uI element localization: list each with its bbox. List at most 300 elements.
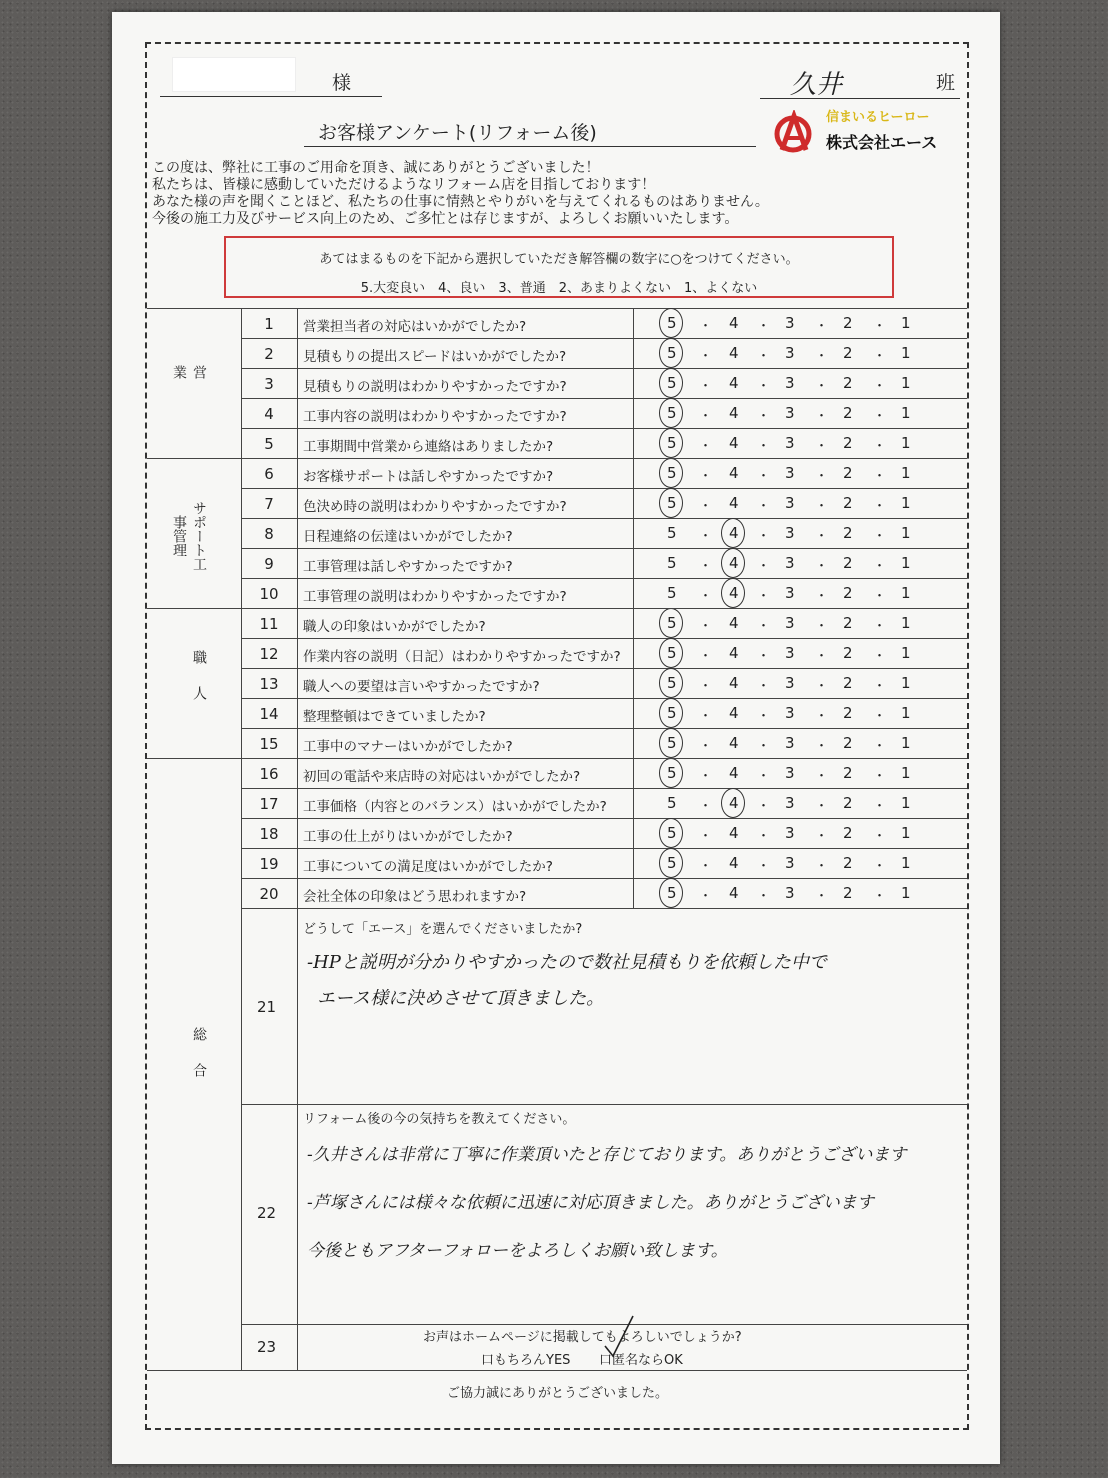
- question-number: 4: [264, 405, 274, 423]
- separator-dot: ・: [815, 709, 829, 724]
- team-line: [760, 98, 960, 99]
- question-number: 14: [259, 705, 279, 723]
- table-row: [147, 818, 967, 848]
- separator-dot: ・: [873, 619, 887, 634]
- answer-circle-mark: [659, 338, 683, 368]
- question-text: お客様サポートは話しやすかったですか?: [303, 469, 554, 485]
- question-number: 3: [264, 375, 274, 393]
- rating-option-2[interactable]: 2: [843, 734, 853, 752]
- separator-dot: ・: [873, 829, 887, 844]
- rating-option-2[interactable]: 2: [843, 524, 853, 542]
- question-number: 17: [259, 795, 279, 813]
- separator-dot: ・: [757, 679, 771, 694]
- rating-option-1[interactable]: 1: [901, 794, 911, 812]
- separator-dot: ・: [873, 529, 887, 544]
- answer-circle-mark: [721, 578, 745, 608]
- customer-suffix: 様: [332, 72, 352, 94]
- rating-option-3[interactable]: 3: [785, 404, 795, 422]
- table-row: [147, 338, 967, 368]
- question-prompt: どうして「エース」を選んでくださいましたか?: [303, 922, 583, 937]
- rating-option-2[interactable]: 2: [843, 584, 853, 602]
- rating-option-4[interactable]: 4: [729, 554, 739, 572]
- rating-option-3[interactable]: 3: [785, 554, 795, 572]
- rating-option-3[interactable]: 3: [785, 644, 795, 662]
- separator-dot: ・: [815, 799, 829, 814]
- rating-option-5[interactable]: 5: [667, 344, 677, 362]
- question-text: 初回の電話や来店時の対応はいかがでしたか?: [303, 769, 581, 785]
- rating-option-2[interactable]: 2: [843, 764, 853, 782]
- rating-option-1[interactable]: 1: [901, 464, 911, 482]
- question-number: 12: [259, 645, 279, 663]
- question-text: 職人の印象はいかがでしたか?: [303, 619, 486, 635]
- table-row: [147, 878, 967, 908]
- rating-option-1[interactable]: 1: [901, 494, 911, 512]
- separator-dot: ・: [873, 709, 887, 724]
- rating-column-border: [633, 308, 634, 908]
- rating-option-5[interactable]: 5: [667, 794, 677, 812]
- rating-option-5[interactable]: 5: [667, 374, 677, 392]
- question-text: 日程連絡の伝達はいかがでしたか?: [303, 529, 513, 545]
- separator-dot: ・: [699, 799, 713, 814]
- publish-option-yes[interactable]: 口もちろんYES: [481, 1353, 571, 1368]
- answer-circle-mark: [659, 698, 683, 728]
- rating-option-4[interactable]: 4: [729, 314, 739, 332]
- category-divider: [147, 758, 967, 759]
- intro-text: [152, 160, 942, 228]
- answer-circle-mark: [659, 848, 683, 878]
- checkmark-icon: [599, 1312, 639, 1362]
- separator-dot: ・: [815, 769, 829, 784]
- rating-option-4[interactable]: 4: [729, 524, 739, 542]
- rating-option-3[interactable]: 3: [785, 614, 795, 632]
- rating-option-3[interactable]: 3: [785, 464, 795, 482]
- rating-option-3[interactable]: 3: [785, 764, 795, 782]
- question-text: 見積もりの説明はわかりやすかったですか?: [303, 379, 567, 395]
- separator-dot: ・: [815, 499, 829, 514]
- rating-option-2[interactable]: 2: [843, 494, 853, 512]
- rating-option-3[interactable]: 3: [785, 734, 795, 752]
- answer-circle-mark: [659, 488, 683, 518]
- rating-option-5[interactable]: 5: [667, 734, 677, 752]
- separator-dot: ・: [757, 559, 771, 574]
- separator-dot: ・: [699, 409, 713, 424]
- rating-option-1[interactable]: 1: [901, 854, 911, 872]
- company-slogan: 信まいるヒーロー: [826, 110, 930, 125]
- question-number: 13: [259, 675, 279, 693]
- rating-option-5[interactable]: 5: [667, 854, 677, 872]
- answer-circle-mark: [659, 398, 683, 428]
- question-text: 工事の仕上がりはいかがでしたか?: [303, 829, 513, 845]
- rating-option-5[interactable]: 5: [667, 704, 677, 722]
- question-text: 工事中のマナーはいかがでしたか?: [303, 739, 513, 755]
- separator-dot: ・: [815, 739, 829, 754]
- answer-circle-mark: [659, 638, 683, 668]
- question-text: 工事管理は話しやすかったですか?: [303, 559, 513, 575]
- table-row: [147, 638, 967, 668]
- rating-option-4[interactable]: 4: [729, 434, 739, 452]
- table-row: [147, 458, 967, 488]
- question-number: 19: [259, 855, 279, 873]
- rating-option-3[interactable]: 3: [785, 674, 795, 692]
- footer-thanks: ご協力誠にありがとうございました。: [447, 1386, 669, 1401]
- separator-dot: ・: [757, 439, 771, 454]
- publish-option-anonymous[interactable]: 口匿名ならOK: [599, 1353, 683, 1368]
- number-column-border: [297, 308, 298, 1370]
- rating-option-3[interactable]: 3: [785, 314, 795, 332]
- separator-dot: ・: [757, 649, 771, 664]
- rating-option-4[interactable]: 4: [729, 644, 739, 662]
- rating-option-2[interactable]: 2: [843, 344, 853, 362]
- separator-dot: ・: [757, 529, 771, 544]
- rating-option-2[interactable]: 2: [843, 614, 853, 632]
- question-number: 7: [264, 495, 274, 513]
- table-row: [147, 848, 967, 878]
- separator-dot: ・: [815, 319, 829, 334]
- question-text: 工事内容の説明はわかりやすかったですか?: [303, 409, 567, 425]
- separator-dot: ・: [757, 349, 771, 364]
- rating-option-5[interactable]: 5: [667, 464, 677, 482]
- question-text: 工事期間中営業から連絡はありましたか?: [303, 439, 554, 455]
- separator-dot: ・: [699, 829, 713, 844]
- rating-option-2[interactable]: 2: [843, 404, 853, 422]
- separator-dot: ・: [815, 679, 829, 694]
- answer-circle-mark: [659, 608, 683, 638]
- rating-option-1[interactable]: 1: [901, 554, 911, 572]
- rating-option-4[interactable]: 4: [729, 734, 739, 752]
- rating-option-5[interactable]: 5: [667, 674, 677, 692]
- question-prompt: リフォーム後の今の気持ちを教えてください。: [303, 1112, 576, 1127]
- separator-dot: ・: [699, 469, 713, 484]
- separator-dot: ・: [699, 349, 713, 364]
- separator-dot: ・: [873, 439, 887, 454]
- company-logo-icon: [772, 110, 818, 156]
- separator-dot: ・: [873, 589, 887, 604]
- separator-dot: ・: [815, 589, 829, 604]
- rating-option-2[interactable]: 2: [843, 884, 853, 902]
- rating-option-3[interactable]: 3: [785, 374, 795, 392]
- rating-option-3[interactable]: 3: [785, 344, 795, 362]
- rating-option-1[interactable]: 1: [901, 734, 911, 752]
- separator-dot: ・: [699, 739, 713, 754]
- separator-dot: ・: [699, 649, 713, 664]
- separator-dot: ・: [873, 559, 887, 574]
- separator-dot: ・: [815, 409, 829, 424]
- category-label: 総合: [191, 1027, 207, 1099]
- answer-circle-mark: [721, 788, 745, 818]
- intro-line: あなた様の声を聞くことほど、私たちの仕事に情熱とやりがいを与えてくれるものはありません。: [152, 194, 769, 210]
- rating-option-3[interactable]: 3: [785, 524, 795, 542]
- rating-option-3[interactable]: 3: [785, 494, 795, 512]
- rating-option-4[interactable]: 4: [729, 854, 739, 872]
- rating-option-1[interactable]: 1: [901, 614, 911, 632]
- separator-dot: ・: [873, 859, 887, 874]
- separator-dot: ・: [757, 619, 771, 634]
- question-text: 色決め時の説明はわかりやすかったですか?: [303, 499, 567, 515]
- table-row: [147, 578, 967, 608]
- rating-option-5[interactable]: 5: [667, 404, 677, 422]
- rating-option-1[interactable]: 1: [901, 584, 911, 602]
- answer-circle-mark: [659, 368, 683, 398]
- separator-dot: ・: [873, 349, 887, 364]
- handwritten-answer[interactable]: 今後ともアフターフォローをよろしくお願い致します。: [307, 1241, 728, 1261]
- rating-option-2[interactable]: 2: [843, 314, 853, 332]
- rating-option-2[interactable]: 2: [843, 434, 853, 452]
- question-text: 工事についての満足度はいかがでしたか?: [303, 859, 553, 875]
- rating-option-4[interactable]: 4: [729, 614, 739, 632]
- rating-option-1[interactable]: 1: [901, 674, 911, 692]
- question-number: 11: [259, 615, 279, 633]
- rating-option-2[interactable]: 2: [843, 374, 853, 392]
- rating-option-4[interactable]: 4: [729, 794, 739, 812]
- rating-scale-legend: 5.大変良い 4、良い 3、普通 2、あまりよくない 1、よくない: [360, 281, 758, 296]
- rating-option-1[interactable]: 1: [901, 644, 911, 662]
- separator-dot: ・: [815, 649, 829, 664]
- rating-option-5[interactable]: 5: [667, 524, 677, 542]
- rating-option-4[interactable]: 4: [729, 584, 739, 602]
- separator-dot: ・: [873, 649, 887, 664]
- rating-option-5[interactable]: 5: [667, 824, 677, 842]
- rating-option-5[interactable]: 5: [667, 554, 677, 572]
- rating-option-4[interactable]: 4: [729, 464, 739, 482]
- separator-dot: ・: [873, 409, 887, 424]
- separator-dot: ・: [873, 379, 887, 394]
- rating-option-1[interactable]: 1: [901, 704, 911, 722]
- category-column-border: [241, 308, 242, 1370]
- answer-circle-mark: [659, 728, 683, 758]
- rating-option-3[interactable]: 3: [785, 704, 795, 722]
- question-number: 15: [259, 735, 279, 753]
- rating-option-2[interactable]: 2: [843, 824, 853, 842]
- separator-dot: ・: [815, 469, 829, 484]
- rating-option-1[interactable]: 1: [901, 824, 911, 842]
- question-text: 工事価格（内容とのバランス）はいかがでしたか?: [303, 799, 607, 815]
- instruction-text: あてはまるものを下記から選択していただき解答欄の数字に○をつけてください。: [319, 252, 799, 267]
- customer-name-redacted: [172, 57, 296, 92]
- rating-option-5[interactable]: 5: [667, 644, 677, 662]
- table-row: [147, 488, 967, 518]
- question-text: 見積もりの提出スピードはいかがでしたか?: [303, 349, 567, 365]
- rating-option-5[interactable]: 5: [667, 434, 677, 452]
- rating-option-2[interactable]: 2: [843, 644, 853, 662]
- separator-dot: ・: [757, 739, 771, 754]
- page-title: お客様アンケート(リフォーム後): [318, 122, 597, 144]
- separator-dot: ・: [815, 859, 829, 874]
- table-row: [147, 518, 967, 548]
- title-underline: [304, 146, 756, 147]
- handwritten-answer[interactable]: -芦塚さんには様々な依頼に迅速に対応頂きました。ありがとうございます: [307, 1193, 874, 1213]
- question-number: 2: [264, 345, 274, 363]
- separator-dot: ・: [815, 529, 829, 544]
- separator-dot: ・: [815, 439, 829, 454]
- separator-dot: ・: [757, 589, 771, 604]
- separator-dot: ・: [873, 319, 887, 334]
- separator-dot: ・: [757, 829, 771, 844]
- separator-dot: ・: [873, 769, 887, 784]
- rating-option-1[interactable]: 1: [901, 764, 911, 782]
- question-number: 20: [259, 885, 279, 903]
- separator-dot: ・: [699, 559, 713, 574]
- answer-circle-mark: [659, 758, 683, 788]
- separator-dot: ・: [699, 889, 713, 904]
- row-divider: [241, 908, 967, 909]
- rating-option-2[interactable]: 2: [843, 554, 853, 572]
- table-row: [147, 548, 967, 578]
- customer-name-line: [160, 96, 382, 97]
- question-prompt: お声はホームページに掲載してもよろしいでしょうか?: [423, 1330, 742, 1345]
- answer-circle-mark: [659, 308, 683, 338]
- separator-dot: ・: [757, 889, 771, 904]
- rating-option-4[interactable]: 4: [729, 674, 739, 692]
- category-label: 営業: [171, 365, 207, 401]
- intro-line: この度は、弊社に工事のご用命を頂き、誠にありがとうございました！: [152, 160, 600, 176]
- question-number: 16: [259, 765, 279, 783]
- separator-dot: ・: [699, 589, 713, 604]
- table-row: [147, 698, 967, 728]
- answer-circle-mark: [659, 818, 683, 848]
- question-text: 作業内容の説明（日記）はわかりやすかったですか?: [303, 649, 621, 665]
- handwritten-answer[interactable]: エース様に決めさせて頂きました。: [317, 988, 605, 1009]
- category-label: サポート工事管理: [171, 501, 207, 571]
- rating-option-2[interactable]: 2: [843, 854, 853, 872]
- question-number: 6: [264, 465, 274, 483]
- rating-option-4[interactable]: 4: [729, 344, 739, 362]
- separator-dot: ・: [873, 679, 887, 694]
- question-number: 22: [257, 1204, 277, 1222]
- separator-dot: ・: [757, 379, 771, 394]
- rating-option-3[interactable]: 3: [785, 884, 795, 902]
- rating-option-1[interactable]: 1: [901, 524, 911, 542]
- rating-option-1[interactable]: 1: [901, 434, 911, 452]
- table-row: [147, 398, 967, 428]
- question-text: 会社全体の印象はどう思われますか?: [303, 889, 527, 905]
- separator-dot: ・: [757, 769, 771, 784]
- rating-option-4[interactable]: 4: [729, 884, 739, 902]
- staff-name-handwritten: 久井: [790, 70, 843, 100]
- rating-option-3[interactable]: 3: [785, 824, 795, 842]
- separator-dot: ・: [699, 499, 713, 514]
- separator-dot: ・: [815, 829, 829, 844]
- rating-option-4[interactable]: 4: [729, 704, 739, 722]
- question-number: 10: [259, 585, 279, 603]
- rating-option-1[interactable]: 1: [901, 404, 911, 422]
- separator-dot: ・: [699, 859, 713, 874]
- question-number: 5: [264, 435, 274, 453]
- separator-dot: ・: [757, 319, 771, 334]
- separator-dot: ・: [699, 679, 713, 694]
- rating-option-4[interactable]: 4: [729, 764, 739, 782]
- separator-dot: ・: [873, 499, 887, 514]
- rating-option-2[interactable]: 2: [843, 704, 853, 722]
- rating-option-3[interactable]: 3: [785, 584, 795, 602]
- separator-dot: ・: [873, 799, 887, 814]
- rating-option-2[interactable]: 2: [843, 674, 853, 692]
- rating-option-4[interactable]: 4: [729, 824, 739, 842]
- answer-circle-mark: [659, 458, 683, 488]
- row-divider: [241, 1104, 967, 1105]
- rating-option-5[interactable]: 5: [667, 764, 677, 782]
- separator-dot: ・: [757, 499, 771, 514]
- rating-option-5[interactable]: 5: [667, 614, 677, 632]
- intro-line: 私たちは、皆様に感動していただけるようなリフォーム店を目指しております！: [152, 177, 656, 193]
- separator-dot: ・: [757, 709, 771, 724]
- table-row: [147, 608, 967, 638]
- separator-dot: ・: [873, 739, 887, 754]
- rating-option-3[interactable]: 3: [785, 434, 795, 452]
- separator-dot: ・: [815, 559, 829, 574]
- table-bottom-border: [147, 1370, 967, 1371]
- question-number: 18: [259, 825, 279, 843]
- handwritten-answer[interactable]: -HPと説明が分かりやすかったので数社見積もりを依頼した中で: [307, 952, 827, 973]
- question-text: 整理整頓はできていましたか?: [303, 709, 486, 725]
- question-number: 21: [257, 998, 277, 1016]
- rating-option-5[interactable]: 5: [667, 884, 677, 902]
- separator-dot: ・: [757, 409, 771, 424]
- instruction-banner: [224, 236, 894, 298]
- table-row: [147, 308, 967, 338]
- intro-line: 今後の施工力及びサービス向上のため、ご多忙とは存じますが、よろしくお願いいたします。: [152, 211, 739, 227]
- rating-option-3[interactable]: 3: [785, 794, 795, 812]
- rating-option-1[interactable]: 1: [901, 314, 911, 332]
- separator-dot: ・: [699, 319, 713, 334]
- category-label: 職人: [191, 650, 207, 722]
- rating-option-5[interactable]: 5: [667, 584, 677, 602]
- separator-dot: ・: [815, 349, 829, 364]
- rating-option-2[interactable]: 2: [843, 794, 853, 812]
- answer-circle-mark: [659, 878, 683, 908]
- category-divider: [147, 458, 967, 459]
- rating-option-4[interactable]: 4: [729, 404, 739, 422]
- rating-option-4[interactable]: 4: [729, 494, 739, 512]
- table-row: [147, 758, 967, 788]
- question-number: 8: [264, 525, 274, 543]
- company-name: 株式会社エース: [826, 133, 938, 152]
- rating-option-1[interactable]: 1: [901, 884, 911, 902]
- separator-dot: ・: [699, 709, 713, 724]
- table-row: [147, 788, 967, 818]
- rating-option-5[interactable]: 5: [667, 494, 677, 512]
- rating-option-4[interactable]: 4: [729, 374, 739, 392]
- separator-dot: ・: [699, 439, 713, 454]
- team-suffix: 班: [936, 72, 956, 94]
- question-number: 9: [264, 555, 274, 573]
- answer-circle-mark: [721, 518, 745, 548]
- question-number: 1: [264, 315, 274, 333]
- handwritten-answer[interactable]: -久井さんは非常に丁寧に作業頂いたと存じております。ありがとうございます: [307, 1145, 907, 1165]
- separator-dot: ・: [757, 469, 771, 484]
- rating-option-1[interactable]: 1: [901, 374, 911, 392]
- category-divider: [147, 608, 967, 609]
- separator-dot: ・: [699, 769, 713, 784]
- separator-dot: ・: [873, 889, 887, 904]
- rating-option-1[interactable]: 1: [901, 344, 911, 362]
- table-row: [147, 428, 967, 458]
- answer-circle-mark: [721, 548, 745, 578]
- separator-dot: ・: [815, 619, 829, 634]
- rating-option-5[interactable]: 5: [667, 314, 677, 332]
- rating-option-3[interactable]: 3: [785, 854, 795, 872]
- separator-dot: ・: [699, 619, 713, 634]
- separator-dot: ・: [815, 379, 829, 394]
- table-row: [147, 368, 967, 398]
- question-text: 営業担当者の対応はいかがでしたか?: [303, 319, 527, 335]
- question-text: 工事管理の説明はわかりやすかったですか?: [303, 589, 567, 605]
- separator-dot: ・: [699, 379, 713, 394]
- rating-option-2[interactable]: 2: [843, 464, 853, 482]
- answer-circle-mark: [659, 668, 683, 698]
- table-row: [147, 728, 967, 758]
- separator-dot: ・: [757, 799, 771, 814]
- separator-dot: ・: [815, 889, 829, 904]
